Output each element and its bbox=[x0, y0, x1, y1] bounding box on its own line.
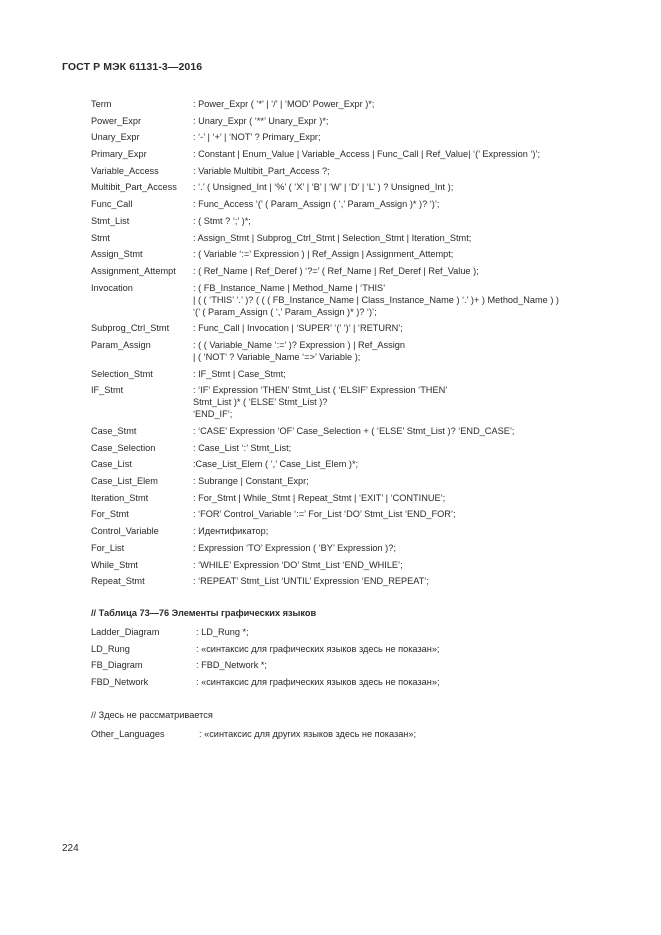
rule-name: Subprog_Ctrl_Stmt bbox=[91, 323, 170, 334]
rule-definition: : LD_Rung *; bbox=[196, 627, 249, 637]
rule-definition: : Func_Access ‘(’ ( Param_Assign ( ‘,’ Param_Assign )* )? ‘)’; bbox=[193, 199, 440, 210]
rule-definition: : «синтаксис для других языков здесь не показан»; bbox=[199, 729, 417, 739]
rule-name: Unary_Expr bbox=[91, 132, 140, 143]
grammar-row bbox=[91, 148, 611, 160]
grammar-row bbox=[91, 339, 611, 363]
grammar-row bbox=[91, 368, 611, 380]
grammar-row bbox=[91, 181, 611, 193]
grammar-rules bbox=[91, 98, 611, 592]
grammar-row bbox=[91, 508, 611, 520]
rule-name: Case_Selection bbox=[91, 442, 156, 453]
grammar-row bbox=[91, 98, 611, 110]
grammar-row bbox=[91, 131, 611, 143]
grammar-row bbox=[91, 215, 611, 227]
rule-definition: : Power_Expr ( ‘*’ | ‘/’ | ‘MOD’ Power_Expr )*; bbox=[193, 99, 375, 109]
grammar-row bbox=[91, 322, 611, 334]
rule-name: Power_Expr bbox=[91, 115, 142, 126]
rule-definition: : «синтаксис для графических языков здесь не показан»; bbox=[196, 643, 440, 654]
rule-definition: : ( Ref_Name | Ref_Deref ) ‘?=’ ( Ref_Name | Ref_Deref | Ref_Value ); bbox=[193, 265, 479, 276]
rule-name: Func_Call bbox=[91, 199, 133, 210]
rule-definition: : Expression ‘TO’ Expression ( ‘BY’ Expression )?; bbox=[193, 542, 396, 553]
rule-name: LD_Rung bbox=[91, 643, 130, 654]
grammar-row bbox=[91, 248, 611, 260]
grammar-row bbox=[91, 575, 611, 587]
rule-definition: : Case_List ‘:’ Stmt_List; bbox=[193, 442, 292, 453]
rule-name: For_Stmt bbox=[91, 509, 129, 520]
grammar-row bbox=[91, 676, 611, 688]
rule-name: Assignment_Attempt bbox=[91, 265, 176, 276]
rule-definition: : Variable Multibit_Part_Access ?; bbox=[193, 165, 330, 176]
rule-definition: : IF_Stmt | Case_Stmt; bbox=[193, 368, 286, 379]
rule-name: Selection_Stmt bbox=[91, 368, 153, 379]
grammar-row bbox=[91, 525, 611, 537]
grammar-row bbox=[91, 728, 611, 740]
rule-name: FBD_Network bbox=[91, 677, 149, 688]
rule-definition: : Unary_Expr ( ‘**’ Unary_Expr )*; bbox=[193, 115, 329, 126]
rule-name: Variable_Access bbox=[91, 165, 159, 176]
rule-name: Assign_Stmt bbox=[91, 249, 143, 260]
grammar-row bbox=[91, 542, 611, 554]
rule-definition: : ( Stmt ? ‘;’ )*; bbox=[193, 215, 251, 226]
section-title: // Таблица 73—76 Элементы графических языков bbox=[91, 608, 317, 618]
page-number: 224 bbox=[62, 843, 79, 854]
rule-name: Primary_Expr bbox=[91, 149, 147, 160]
rule-name: Invocation bbox=[91, 282, 133, 293]
rule-definition: : ( Variable ‘:=’ Expression ) | Ref_Assign | Assignment_Attempt; bbox=[193, 249, 454, 260]
grammar-row bbox=[91, 282, 611, 318]
document-header: ГОСТ Р МЭК 61131-3—2016 bbox=[62, 61, 203, 73]
rule-definition: :Case_List_Elem ( ‘,’ Case_List_Elem )*; bbox=[193, 459, 359, 470]
rule-definition: : ‘REPEAT’ Stmt_List ‘UNTIL’ Expression ‘END_REPEAT’; bbox=[193, 576, 429, 587]
grammar-row bbox=[91, 384, 611, 420]
grammar-row bbox=[91, 643, 611, 655]
rule-definition: : Assign_Stmt | Subprog_Ctrl_Stmt | Selection_Stmt | Iteration_Stmt; bbox=[193, 232, 472, 243]
grammar-row bbox=[91, 198, 611, 210]
rule-name: Multibit_Part_Access bbox=[91, 182, 177, 193]
rule-name: Other_Languages bbox=[91, 729, 165, 739]
grammar-row bbox=[91, 425, 611, 437]
rule-name: IF_Stmt bbox=[91, 385, 124, 396]
grammar-row bbox=[91, 458, 611, 470]
grammar-row bbox=[91, 115, 611, 127]
grammar-row bbox=[91, 659, 611, 671]
other-grammar-rules bbox=[91, 728, 611, 745]
grammar-row bbox=[91, 492, 611, 504]
grammar-row bbox=[91, 442, 611, 454]
rule-name: Repeat_Stmt bbox=[91, 576, 145, 587]
rule-name: While_Stmt bbox=[91, 559, 138, 570]
rule-definition: : «синтаксис для графических языков здесь не показан»; bbox=[196, 677, 440, 688]
rule-name: For_List bbox=[91, 542, 125, 553]
comment-line: // Здесь не рассматривается bbox=[91, 710, 213, 720]
rule-name: Stmt bbox=[91, 232, 110, 243]
rule-name: Term bbox=[91, 99, 112, 109]
rule-definition: : FBD_Network *; bbox=[196, 660, 267, 671]
rule-name: Control_Variable bbox=[91, 526, 159, 537]
rule-name: Case_List_Elem bbox=[91, 476, 158, 487]
rule-name: Ladder_Diagram bbox=[91, 627, 160, 637]
rule-definition: : Func_Call | Invocation | ‘SUPER’ ‘(’ ‘)’ | ‘RETURN’; bbox=[193, 323, 403, 334]
grammar-row bbox=[91, 165, 611, 177]
grammar-row bbox=[91, 559, 611, 571]
rule-definition: : Subrange | Constant_Expr; bbox=[193, 476, 309, 487]
rule-definition: : ( ( Variable_Name ‘:=’ )? Expression ) | Ref_Assign | ( ‘NOT’ ? Variable_Name ‘=>’ Variable ); bbox=[193, 339, 405, 362]
rule-definition: : Constant | Enum_Value | Variable_Access | Func_Call | Ref_Value| ‘(’ Expression ‘)’; bbox=[193, 149, 541, 160]
rule-definition: : ‘CASE’ Expression ‘OF’ Case_Selection + ( ‘ELSE’ Stmt_List )? ‘END_CASE’; bbox=[193, 426, 515, 436]
rule-name: Stmt_List bbox=[91, 215, 130, 226]
grammar-row bbox=[91, 232, 611, 244]
graphic-grammar-rules bbox=[91, 626, 611, 693]
rule-definition: : ‘IF’ Expression ‘THEN’ Stmt_List ( ‘ELSIF’ Expression ‘THEN’ Stmt_List )* ( ‘ELSE’ Stmt_List )? ‘END_IF’; bbox=[193, 385, 448, 420]
rule-definition: : ‘.’ ( Unsigned_Int | ‘%’ ( ‘X’ | ‘B’ | ‘W’ | ‘D’ | ‘L’ ) ? Unsigned_Int ); bbox=[193, 182, 454, 193]
rule-definition: : ‘FOR’ Control_Variable ‘:=’ For_List ‘DO’ Stmt_List ‘END_FOR’; bbox=[193, 509, 456, 520]
grammar-row bbox=[91, 626, 611, 638]
rule-definition: : ( FB_Instance_Name | Method_Name | ‘THIS’ | ( ( ‘THIS’ ‘.’ )? ( ( ( FB_Instance_Name | Class_Instance_Name ) ‘.’ )+ ) Method_Name ) ) ‘(’ ( Param_Assign ( ‘,’ Param_Assign )* )? ‘)’; bbox=[193, 282, 559, 317]
rule-definition: : Идентификатор; bbox=[193, 526, 269, 537]
rule-definition: : For_Stmt | While_Stmt | Repeat_Stmt | ‘EXIT’ | ‘CONTINUE’; bbox=[193, 492, 446, 503]
grammar-row bbox=[91, 475, 611, 487]
rule-name: Iteration_Stmt bbox=[91, 492, 149, 503]
grammar-row bbox=[91, 265, 611, 277]
rule-name: FB_Diagram bbox=[91, 660, 143, 671]
rule-name: Case_List bbox=[91, 459, 132, 470]
rule-definition: : ‘-’ | ‘+’ | ‘NOT’ ? Primary_Expr; bbox=[193, 132, 321, 143]
rule-name: Param_Assign bbox=[91, 339, 151, 350]
rule-name: Case_Stmt bbox=[91, 426, 137, 436]
rule-definition: : ‘WHILE’ Expression ‘DO’ Stmt_List ‘END_WHILE’; bbox=[193, 559, 403, 570]
